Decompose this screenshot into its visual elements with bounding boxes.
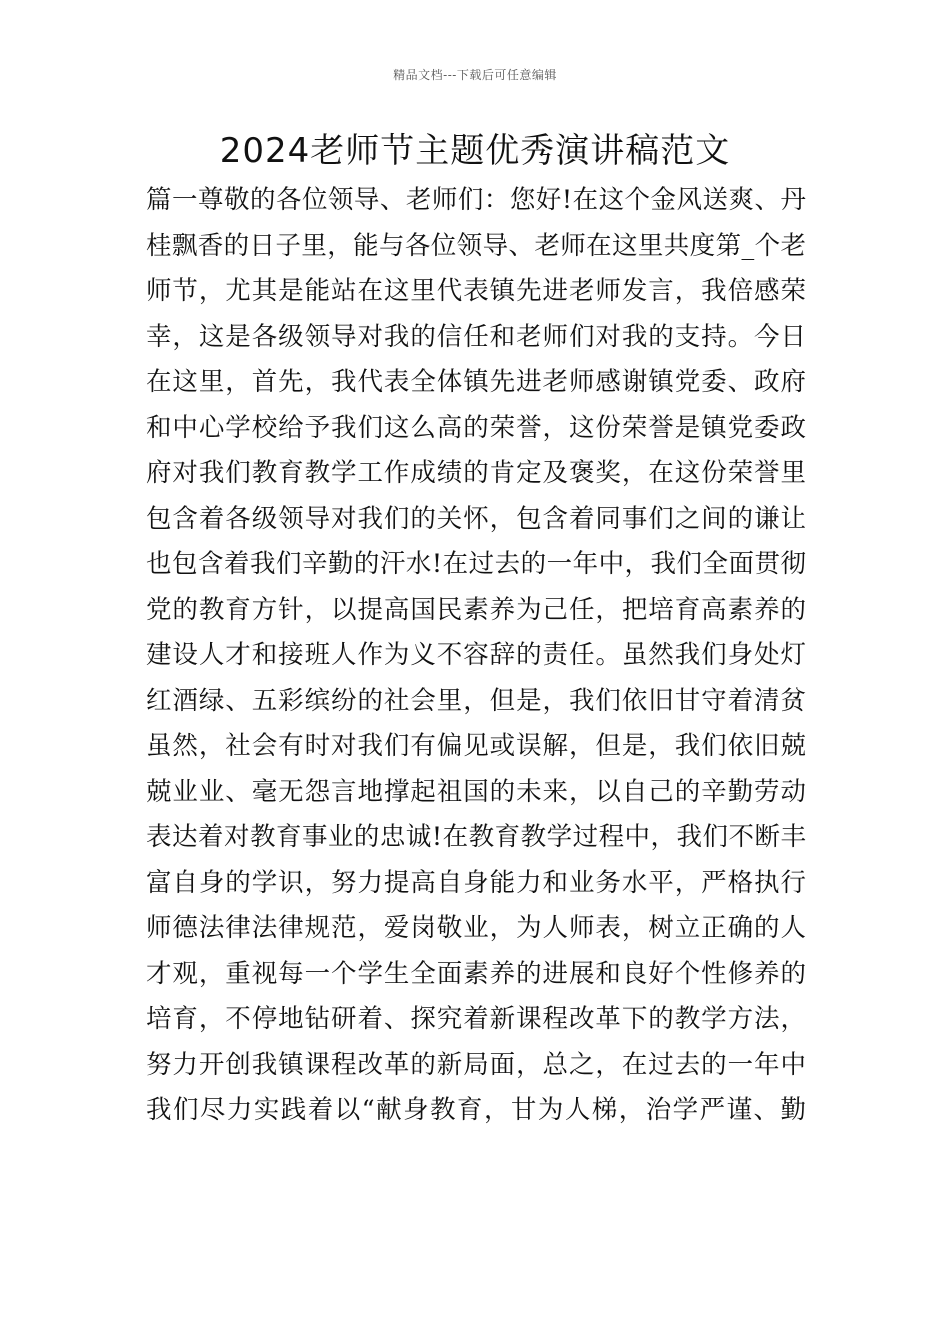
body-line: 表达着对教育事业的忠诚!在教育教学过程中，我们不断丰 bbox=[146, 822, 806, 852]
body-text bbox=[146, 178, 806, 1134]
body-line: 篇一尊敬的各位领导、老师们：您好!在这个金风送爽、丹 bbox=[146, 185, 806, 215]
body-line: 兢业业、毫无怨言地撑起祖国的未来，以自己的辛勤劳动 bbox=[146, 776, 806, 807]
body-line: 桂飘香的日子里，能与各位领导、老师在这里共度第_个老 bbox=[146, 230, 806, 261]
body-line: 师节，尤其是能站在这里代表镇先进老师发言，我倍感荣 bbox=[146, 276, 806, 306]
body-line: 在这里，首先，我代表全体镇先进老师感谢镇党委、政府 bbox=[146, 367, 806, 397]
body-line: 师德法律法律规范，爱岗敬业，为人师表，树立正确的人 bbox=[146, 913, 806, 943]
body-line: 建设人才和接班人作为义不容辞的责任。虽然我们身处灯 bbox=[146, 640, 806, 670]
body-line: 幸，这是各级领导对我的信任和老师们对我的支持。今日 bbox=[146, 321, 806, 352]
body-line: 富自身的学识，努力提高自身能力和业务水平，严格执行 bbox=[146, 867, 806, 898]
header-note: 精品文档---下载后可任意编辑 bbox=[393, 68, 557, 82]
body-line: 包含着各级领导对我们的关怀，包含着同事们之间的谦让 bbox=[146, 503, 806, 534]
body-line: 也包含着我们辛勤的汗水!在过去的一年中，我们全面贯彻 bbox=[146, 549, 806, 579]
body-line: 努力开创我镇课程改革的新局面，总之，在过去的一年中 bbox=[146, 1049, 806, 1080]
body-line: 才观，重视每一个学生全面素养的进展和良好个性修养的 bbox=[146, 958, 806, 989]
body-line: 府对我们教育教学工作成绩的肯定及褒奖，在这份荣誉里 bbox=[146, 458, 806, 488]
body-line: 红酒绿、五彩缤纷的社会里，但是，我们依旧甘守着清贫 bbox=[146, 685, 806, 716]
body-line: 党的教育方针，以提高国民素养为己任，把培育高素养的 bbox=[146, 594, 806, 625]
body-line: 培育，不停地钻研着、探究着新课程改革下的教学方法， bbox=[146, 1004, 806, 1034]
body-line: 和中心学校给予我们这么高的荣誉，这份荣誉是镇党委政 bbox=[146, 412, 806, 443]
document-title: 2024老师节主题优秀演讲稿范文 bbox=[219, 131, 731, 171]
body-line: 虽然，社会有时对我们有偏见或误解，但是，我们依旧兢 bbox=[146, 731, 806, 761]
body-line: 我们尽力实践着以“献身教育，甘为人梯，治学严谨、勤 bbox=[146, 1095, 806, 1125]
